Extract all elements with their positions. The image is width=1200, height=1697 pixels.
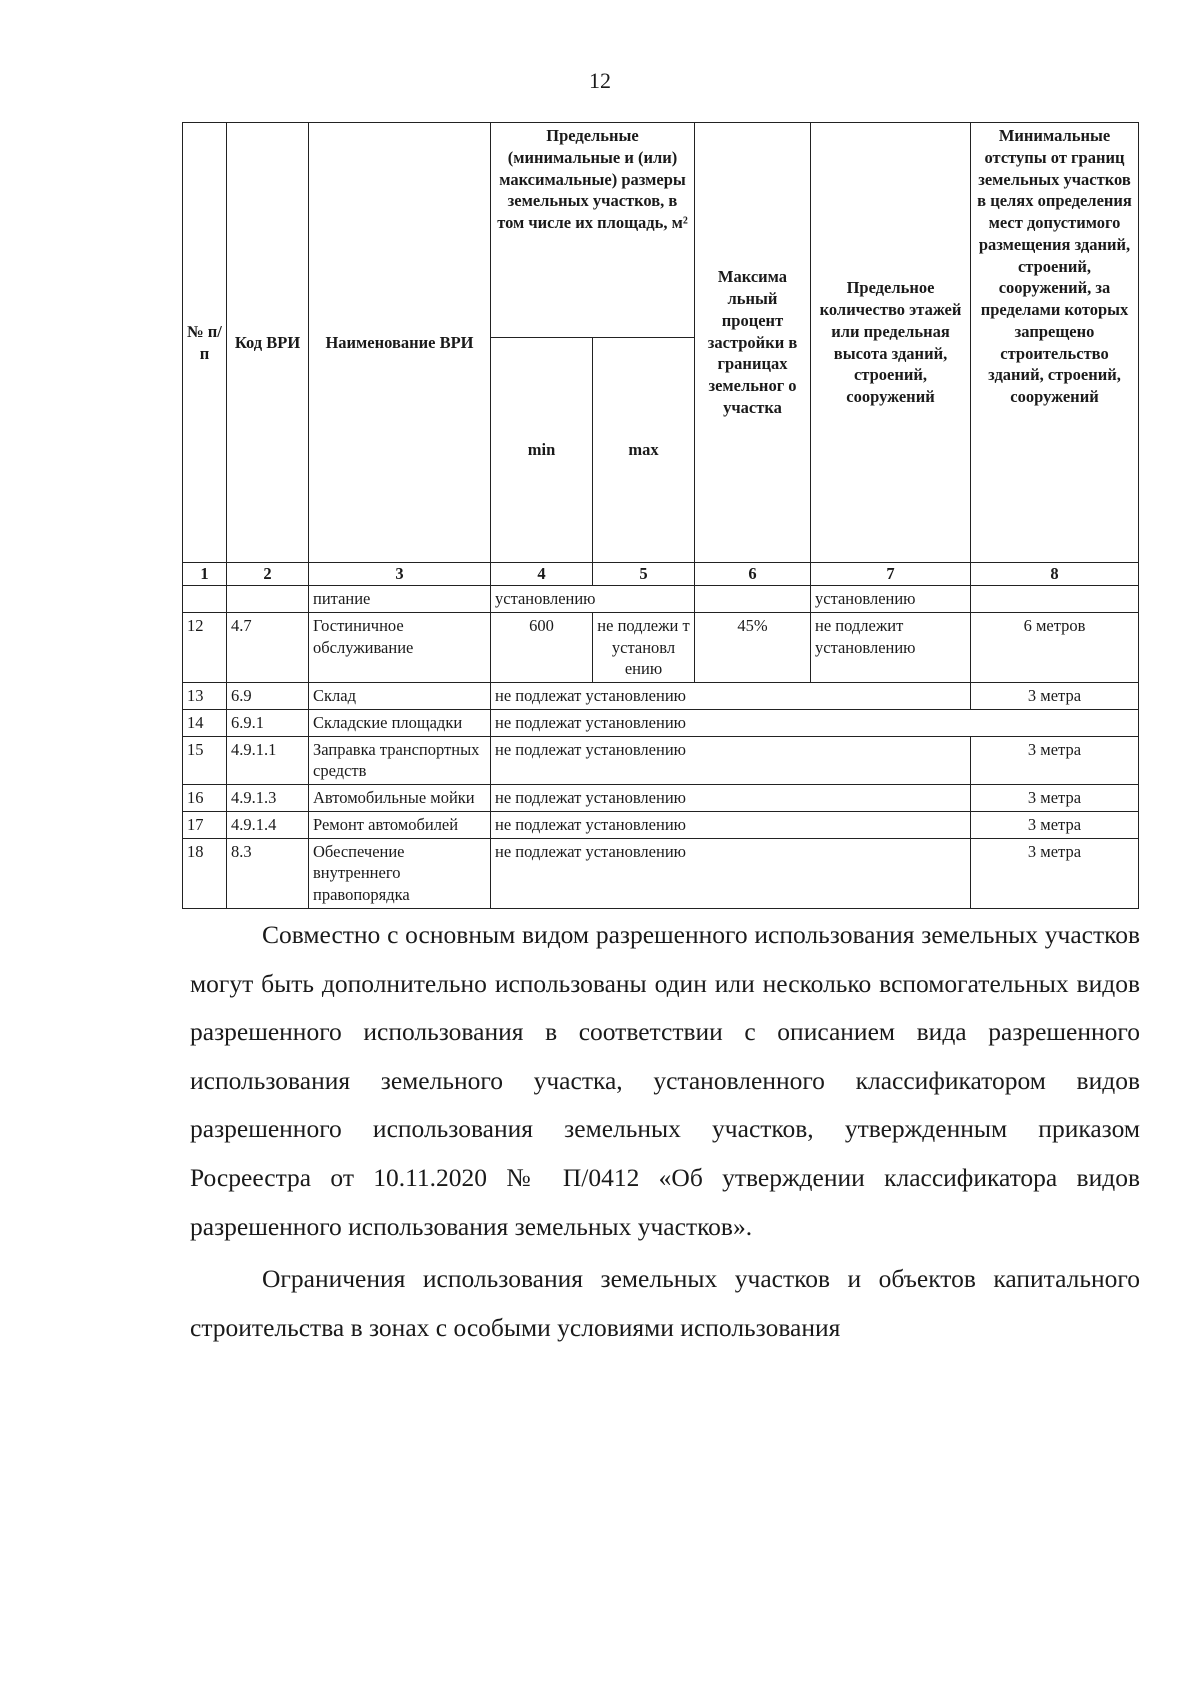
cell-name: Складские площадки (309, 709, 491, 736)
cell-setback: 3 метра (971, 683, 1139, 710)
table-row (183, 683, 1139, 710)
cell-max: не подлежи т установл ению (593, 612, 695, 682)
zoning-table (182, 122, 1139, 909)
paragraph-text: Совместно с основным видом разрешенного использования земельных участков могут быть дополнительно использованы один или несколько вспомогательных видов разрешенного использования в соответствии с описанием вида разрешенного использования земельного участка, установленного классификатором видов разрешенного использования земельных участков, утвержденным приказом Росреестра от 10.11.2020 № П/0412 «Об утверждении классификатора видов разрешенного использования земельных участков». (190, 920, 1140, 1241)
paragraph-text: Ограничения использования земельных участков и объектов капитального строительства в зонах с особыми условиями использования (190, 1264, 1140, 1342)
cell-name: Обеспечение внутреннего правопорядка (309, 838, 491, 908)
cell-num: 14 (183, 709, 227, 736)
cell-text: не подлежат установлению (491, 785, 971, 812)
body-paragraph (190, 1255, 1140, 1352)
header-code: Код ВРИ (227, 123, 309, 563)
table-row (183, 785, 1139, 812)
cell-code: 8.3 (227, 838, 309, 908)
header-setbacks: Минимальные отступы от границ земельных участков в целях определения мест допустимого размещения зданий, строений, сооружений, за пределами которых запрещено строительство зданий, строений, сооружений (971, 123, 1139, 563)
header-num: № п/ п (183, 123, 227, 563)
table-row (183, 736, 1139, 785)
cell-num: 17 (183, 811, 227, 838)
cell-name: Ремонт автомобилей (309, 811, 491, 838)
cell-num: 16 (183, 785, 227, 812)
col-number: 4 (491, 563, 593, 586)
col-number: 3 (309, 563, 491, 586)
col-number: 5 (593, 563, 695, 586)
cell-text: не подлежат установлению (491, 736, 971, 785)
cell-setback: 3 метра (971, 736, 1139, 785)
cell-code: 4.7 (227, 612, 309, 682)
cell-num: 13 (183, 683, 227, 710)
table-row-continuation (183, 586, 1139, 613)
table-row (183, 838, 1139, 908)
table-row (183, 612, 1139, 682)
cell-text: не подлежат установлению (491, 683, 971, 710)
cell-code: 4.9.1.1 (227, 736, 309, 785)
header-name: Наименование ВРИ (309, 123, 491, 563)
cell-name: Склад (309, 683, 491, 710)
table-row (183, 811, 1139, 838)
cell-num: 15 (183, 736, 227, 785)
col-number: 8 (971, 563, 1139, 586)
table-header-row (183, 123, 1139, 338)
cell-floors: не подлежит установлению (811, 612, 971, 682)
header-max: max (593, 338, 695, 563)
table-row (183, 709, 1139, 736)
cell-setback: 3 метра (971, 811, 1139, 838)
col-number: 6 (695, 563, 811, 586)
body-paragraph (190, 911, 1140, 1251)
col-number: 2 (227, 563, 309, 586)
cell-sizes: установлению (491, 586, 695, 613)
cell-code: 6.9 (227, 683, 309, 710)
page-number: 12 (589, 68, 611, 93)
col-number: 7 (811, 563, 971, 586)
cell-name: питание (309, 586, 491, 613)
cell-text: не подлежат установлению (491, 709, 1139, 736)
cell-min: 600 (491, 612, 593, 682)
header-percent: Максима льный процент застройки в границах земельног о участка (695, 123, 811, 563)
cell-code: 4.9.1.3 (227, 785, 309, 812)
cell-text: не подлежат установлению (491, 811, 971, 838)
cell-setback: 3 метра (971, 785, 1139, 812)
cell-text: не подлежат установлению (491, 838, 971, 908)
header-min: min (491, 338, 593, 563)
header-sizes: Предельные (минимальные и (или) максимальные) размеры земельных участков, в том числе их площадь, м² (491, 123, 695, 338)
cell-code: 4.9.1.4 (227, 811, 309, 838)
col-number: 1 (183, 563, 227, 586)
cell-setback: 6 метров (971, 612, 1139, 682)
cell-code: 6.9.1 (227, 709, 309, 736)
cell-num: 12 (183, 612, 227, 682)
cell-name: Гостиничное обслуживание (309, 612, 491, 682)
cell-name: Автомобильные мойки (309, 785, 491, 812)
cell-name: Заправка транспортных средств (309, 736, 491, 785)
header-floors: Предельное количество этажей или предельная высота зданий, строений, сооружений (811, 123, 971, 563)
cell-setback: 3 метра (971, 838, 1139, 908)
cell-percent: 45% (695, 612, 811, 682)
cell-num: 18 (183, 838, 227, 908)
cell-floors: установлению (811, 586, 971, 613)
column-number-row (183, 563, 1139, 586)
